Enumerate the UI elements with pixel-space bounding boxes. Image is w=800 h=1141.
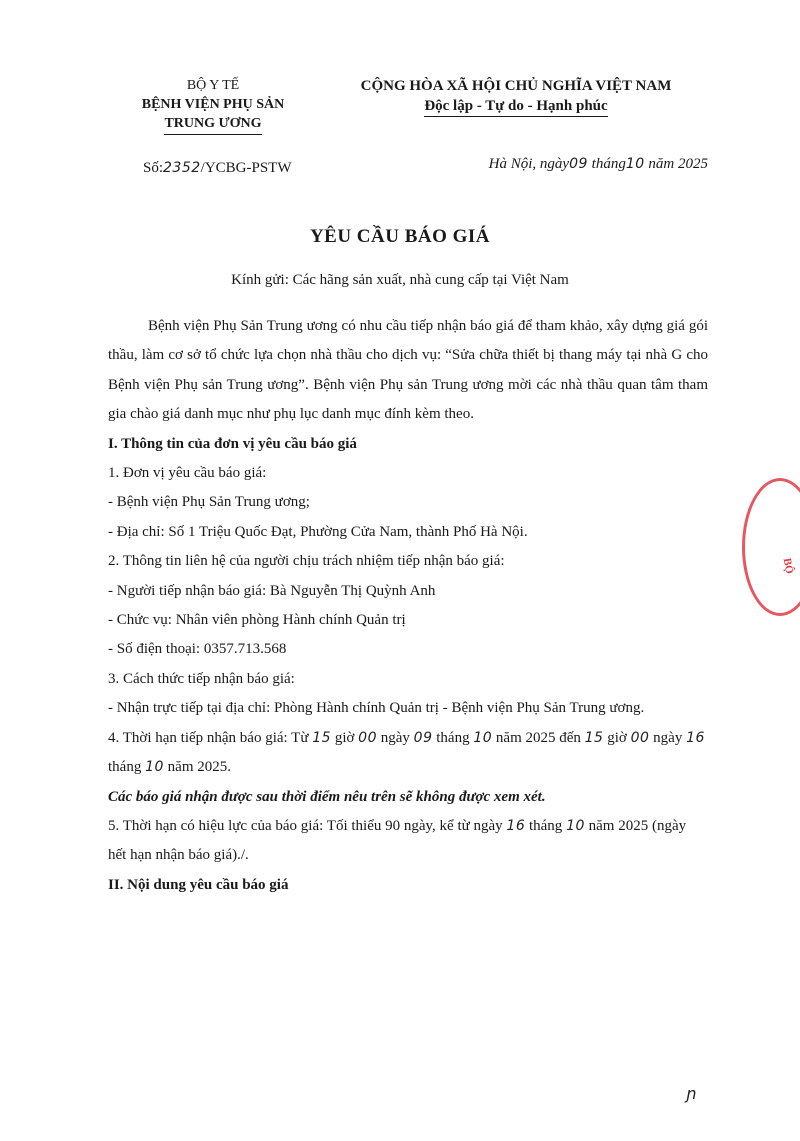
handwritten-minute-start: 00 (358, 729, 377, 746)
deadline-text: ngày (649, 729, 687, 746)
contact-position: - Chức vụ: Nhân viên phòng Hành chính Quản trị (108, 612, 406, 629)
section-1-heading: I. Thông tin của đơn vị yêu cầu báo giá (108, 435, 357, 452)
handwritten-day-end: 16 (686, 729, 705, 746)
hospital-name: BỆNH VIỆN PHỤ SẢN (141, 97, 285, 112)
initial-signature: ɲ (686, 1084, 697, 1103)
document-title: YÊU CẦU BÁO GIÁ (309, 226, 491, 247)
addressee-line: Kính gửi: Các hãng sản xuất, nhà cung cấp tại Việt Nam (231, 272, 569, 288)
late-submission-note: Các báo giá nhận được sau thời điểm nêu trên sẽ không được xem xét. (108, 788, 546, 805)
handwritten-doc-number: 2352 (163, 160, 201, 176)
receipt-method: - Nhận trực tiếp tại địa chỉ: Phòng Hành chính Quản trị - Bệnh viện Phụ Sản Trung ương. (108, 700, 645, 717)
handwritten-hour-start: 15 (312, 729, 332, 746)
handwritten-validity-month: 10 (566, 817, 585, 834)
issuer-block (118, 76, 308, 135)
hospital-name-line2: TRUNG ƯƠNG (164, 114, 261, 135)
doc-number-prefix: Số: (143, 160, 164, 176)
handwritten-day-start: 09 (413, 729, 433, 746)
deadline-text: tháng (432, 729, 474, 746)
deadline-text: năm 2025 đến (492, 729, 585, 746)
handwritten-month-end: 10 (145, 759, 164, 776)
handwritten-month-start: 10 (473, 729, 493, 746)
doc-number-suffix: /YCBG-PSTW (200, 160, 292, 176)
contact-phone: - Số điện thoại: 0357.713.568 (108, 641, 287, 658)
document-number (143, 160, 292, 177)
item-2: 2. Thông tin liên hệ của người chịu trách nhiệm tiếp nhận báo giá: (108, 553, 505, 570)
document-date (489, 156, 708, 173)
validity-text: tháng (525, 817, 567, 834)
date-month-label: tháng (591, 156, 626, 172)
deadline-text: tháng (108, 759, 146, 776)
contact-person: - Người tiếp nhận báo giá: Bà Nguyễn Thị Quỳnh Anh (108, 582, 436, 599)
item-1: 1. Đơn vị yêu cầu báo giá: (108, 465, 267, 482)
validity-text: năm 2025 (ngày hết hạn nhận báo giá)./. (108, 817, 687, 864)
deadline-text: giờ (331, 729, 359, 746)
validity-text: 5. Thời hạn có hiệu lực của báo giá: Tối thiểu 90 ngày, kể từ ngày (108, 817, 507, 834)
unit-address: - Địa chỉ: Số 1 Triệu Quốc Đạt, Phường Cửa Nam, thành Phố Hà Nội. (108, 523, 528, 540)
handwritten-month: 10 (625, 156, 645, 172)
handwritten-day: 09 (569, 156, 588, 172)
section-2-heading: II. Nội dung yêu cầu báo giá (108, 876, 289, 893)
deadline-text: năm 2025. (163, 759, 231, 776)
date-place: Hà Nội, ngày (488, 156, 570, 172)
item-5-validity (108, 812, 708, 871)
nation-title: CỘNG HÒA XÃ HỘI CHỦ NGHĨA VIỆT NAM (360, 78, 672, 94)
red-seal-stamp (742, 478, 800, 616)
stamp-text: BỘ (780, 557, 796, 575)
ministry-name: BỘ Y TẾ (186, 78, 240, 93)
handwritten-minute-end: 00 (630, 729, 650, 746)
handwritten-validity-day: 16 (506, 817, 526, 834)
deadline-text: giờ (603, 729, 631, 746)
item-4-deadline (108, 724, 708, 783)
intro-paragraph: Bệnh viện Phụ Sản Trung ương có nhu cầu tiếp nhận báo giá để tham khảo, xây dựng giá gói thầu, làm cơ sở tổ chức lựa chọn nhà thầu cho dịch vụ: “Sửa chữa thiết bị thang máy tại nhà G cho Bệnh viện Phụ sản Trung ương”. Bệnh viện Phụ sản Trung ương mời các nhà thầu quan tâm tham gia chào giá danh mục như phụ lục danh mục đính kèm theo. (108, 318, 708, 423)
national-motto: Độc lập - Tự do - Hạnh phúc (424, 96, 607, 117)
deadline-text: 4. Thời hạn tiếp nhận báo giá: Từ (108, 729, 313, 746)
requesting-unit: - Bệnh viện Phụ Sản Trung ương; (108, 494, 310, 511)
item-3: 3. Cách thức tiếp nhận báo giá: (108, 670, 295, 687)
national-header (336, 76, 696, 117)
document-body (108, 312, 708, 900)
date-year: năm 2025 (648, 156, 708, 172)
deadline-text: ngày (377, 729, 414, 746)
handwritten-hour-end: 15 (584, 729, 604, 746)
